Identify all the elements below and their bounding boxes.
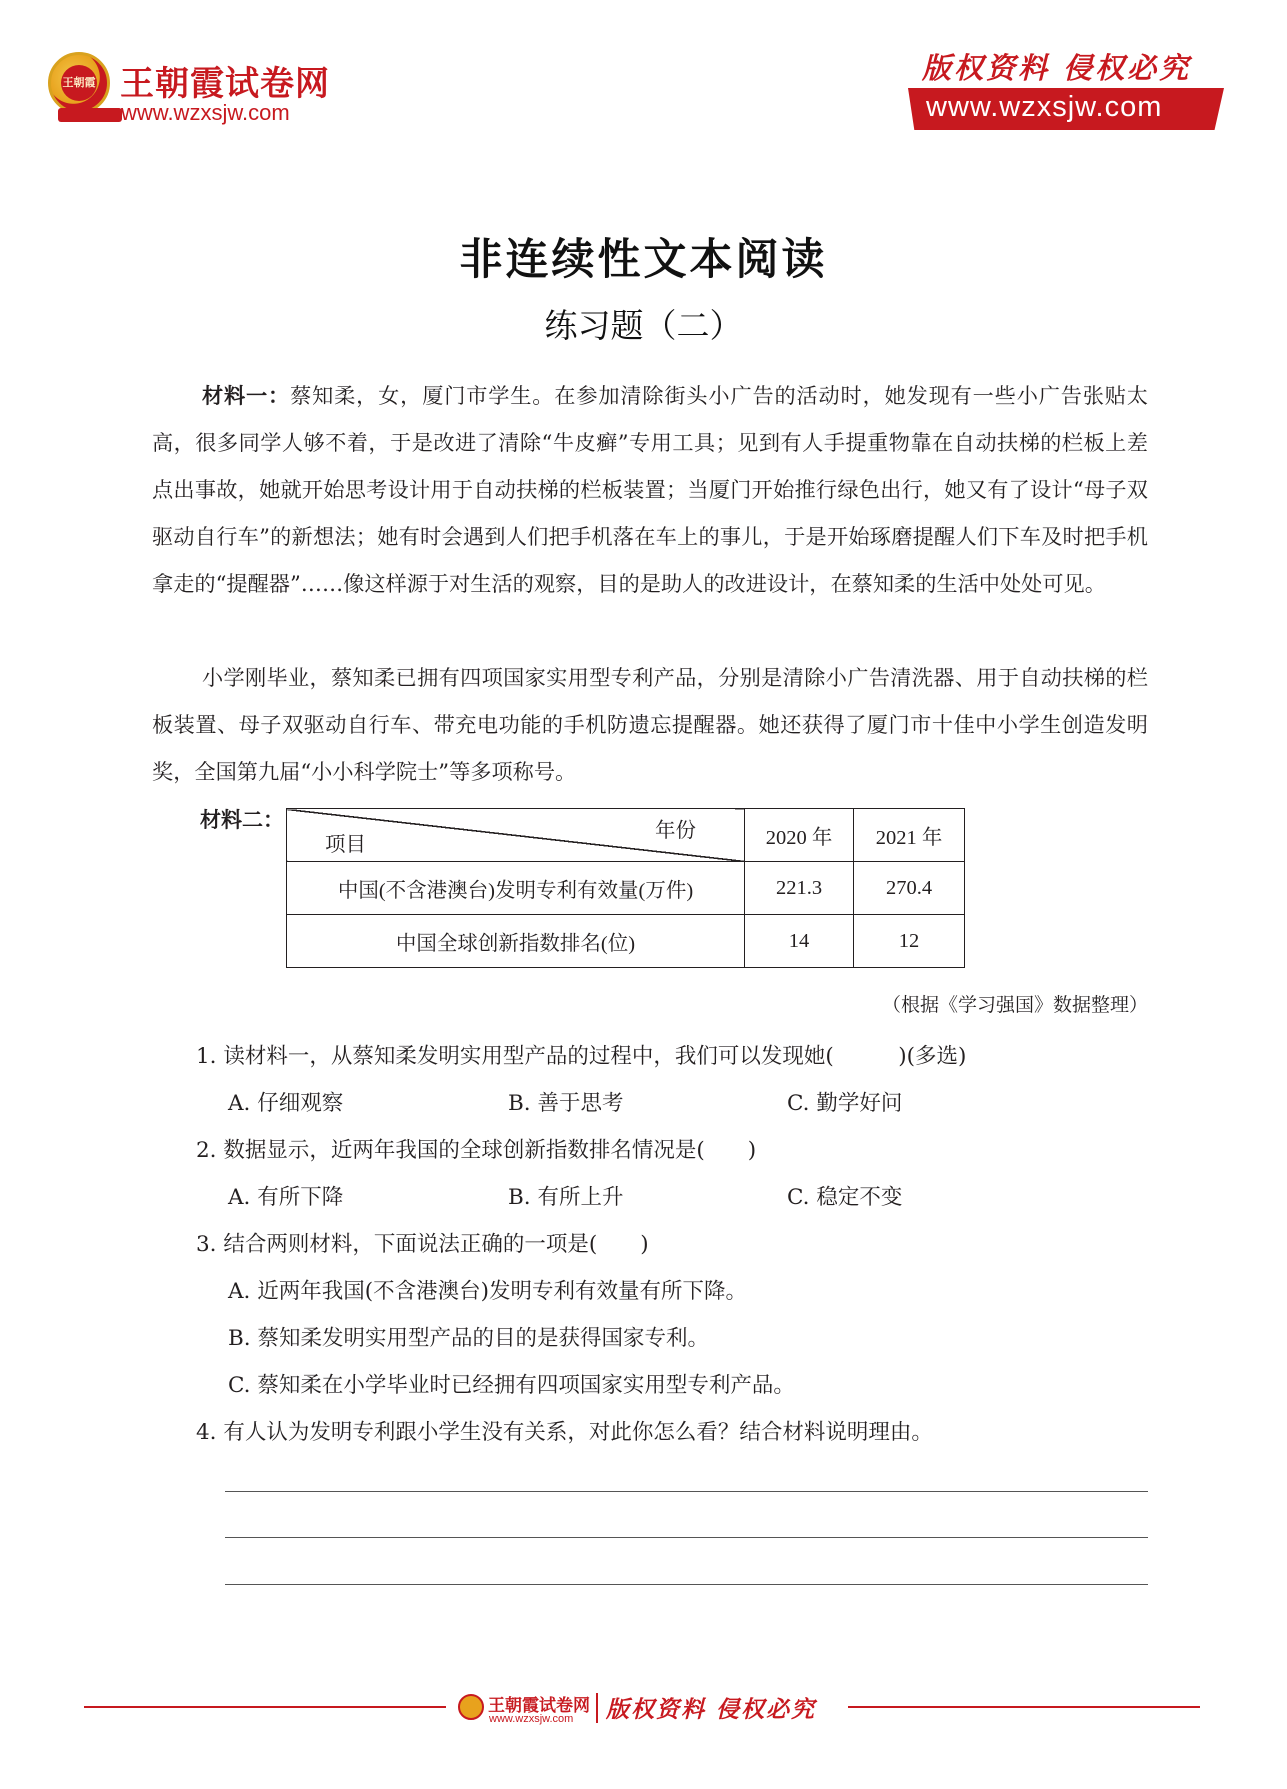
col-2021: 2021 年 (854, 809, 965, 862)
question-2: 2. 数据显示，近两年我国的全球创新指数排名情况是( ) (196, 1138, 757, 1163)
footer-copyright: 版权资料 侵权必究 (606, 1696, 817, 1723)
material1-paragraph1 (152, 372, 1148, 607)
question-1: 1. 读材料一，从蔡知柔发明实用型产品的过程中，我们可以发现她( )(多选) (196, 1044, 967, 1069)
brand-url: www.wzxsjw.com (121, 100, 290, 125)
footer-separator (596, 1693, 598, 1723)
q3-option-a: A. 近两年我国(不含港澳台)发明专利有效量有所下降。 (228, 1279, 747, 1304)
footer-divider-left (84, 1706, 446, 1708)
data-source: （根据《学习强国》数据整理） (881, 994, 1148, 1016)
row-value-2020: 14 (745, 915, 854, 968)
question-4: 4. 有人认为发明专利跟小学生没有关系，对此你怎么看？结合材料说明理由。 (196, 1420, 933, 1445)
footer-divider-right (848, 1706, 1200, 1708)
material2-label: 材料二： (200, 807, 284, 832)
q1-option-a: A. 仔细观察 (228, 1091, 344, 1116)
row-item: 中国(不含港澳台)发明专利有效量(万件) (287, 862, 745, 915)
brand-logo: 王朝霞 (48, 52, 110, 114)
row-value-2020: 221.3 (745, 862, 854, 915)
page-title: 非连续性文本阅读 (459, 235, 828, 285)
answer-line[interactable] (225, 1491, 1148, 1492)
row-value-2021: 12 (854, 915, 965, 968)
q2-option-a: A. 有所下降 (228, 1185, 344, 1210)
logo-ribbon (58, 108, 122, 122)
banner-url: www.wzxsjw.com (926, 91, 1163, 123)
q1-option-b: B. 善于思考 (508, 1091, 624, 1116)
q3-option-b: B. 蔡知柔发明实用型产品的目的是获得国家专利。 (228, 1326, 709, 1351)
header-item-label: 项目 (325, 834, 366, 856)
footer-brand: 王朝霞试卷网 (488, 1696, 590, 1716)
footer-logo (458, 1694, 484, 1720)
q2-option-c: C. 稳定不变 (787, 1185, 903, 1210)
table-row (287, 915, 965, 968)
brand-name: 王朝霞试卷网 (120, 64, 330, 104)
material1-paragraph2: 小学刚毕业，蔡知柔已拥有四项国家实用型专利产品，分别是清除小广告清洗器、用于自动扶梯的栏板装置、母子双驱动自行车、带充电功能的手机防遗忘提醒器。她还获得了厦门市十佳中小学生创造发明奖，全国第九届“小小科学院士”等多项称号。 (152, 665, 1148, 784)
q2-option-b: B. 有所上升 (508, 1185, 624, 1210)
patent-data-table (286, 808, 965, 968)
row-item: 中国全球创新指数排名(位) (287, 915, 745, 968)
answer-line[interactable] (225, 1537, 1148, 1538)
q3-option-c: C. 蔡知柔在小学毕业时已经拥有四项国家实用型专利产品。 (228, 1373, 795, 1398)
page-subtitle: 练习题（二） (544, 306, 743, 345)
answer-line[interactable] (225, 1584, 1148, 1585)
diagonal-header-cell (287, 809, 745, 862)
col-2020: 2020 年 (745, 809, 854, 862)
q1-option-c: C. 勤学好问 (787, 1091, 903, 1116)
footer-url: www.wzxsjw.com (489, 1713, 574, 1725)
material1-text1: 蔡知柔，女，厦门市学生。在参加清除街头小广告的活动时，她发现有一些小广告张贴太高，很多同学人够不着，于是改进了清除“牛皮癣”专用工具；见到有人手提重物靠在自动扶梯的栏板上差点出事故，她就开始思考设计用于自动扶梯的栏板装置；当厦门开始推行绿色出行，她又有了设计“母子双驱动自行车”的新想法；她有时会遇到人们把手机落在车上的事儿，于是开始琢磨提醒人们下车及时把手机拿走的“提醒器”……像这样源于对生活的观察，目的是助人的改进设计，在蔡知柔的生活中处处可见。 (152, 383, 1148, 596)
question-3: 3. 结合两则材料，下面说法正确的一项是( ) (196, 1232, 649, 1257)
material1-label: 材料一： (202, 383, 291, 408)
table-header-row (287, 809, 965, 862)
row-value-2021: 270.4 (854, 862, 965, 915)
table-row (287, 862, 965, 915)
header-year-label: 年份 (655, 820, 696, 842)
copyright-notice: 版权资料 侵权必究 (922, 51, 1192, 85)
